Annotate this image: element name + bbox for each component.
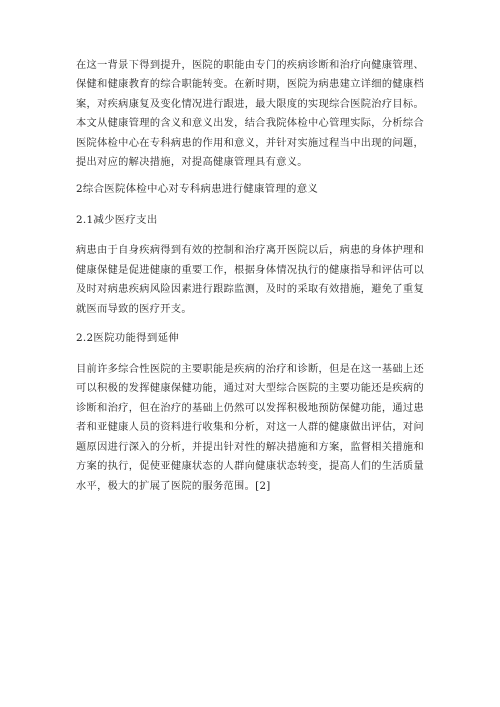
- subsection-heading: 2.1减少医疗支出: [76, 214, 158, 227]
- body-paragraph: 病患由于自身疾病得到有效的控制和治疗离开医院以后，病患的身体护理和健康保健是促进健康的重要工作，根据身体情况执行的健康指导和评估可以及时对病患疾病风险因素进行跟踪监测，及时的采取有效措施，避免了重复就医而导致的医疗开支。: [76, 245, 424, 315]
- subsection-heading: 2.2医院功能得到延伸: [76, 332, 179, 345]
- body-paragraph: 在这一背景下得到提升，医院的职能由专门的疾病诊断和治疗向健康管理、保健和健康教育的综合职能转变。在新时期，医院为病患建立详细的健康档案，对疾病康复及变化情况进行跟进，最大限度的实现综合医院治疗目标。本文从健康管理的含义和意义出发，结合我院体检中心管理实际，分析综合医院体检中心在专科病患的作用和意义，并针对实施过程当中出现的问题，提出对应的解决措施，对提高健康管理具有意义。: [76, 60, 424, 169]
- body-paragraph: 目前许多综合性医院的主要职能是疾病的治疗和诊断，但是在这一基础上还可以积极的发挥健康保健功能，通过对大型综合医院的主要功能还是疾病的诊断和治疗，但在治疗的基础上仍然可以发挥积极地预防保健功能，通过患者和亚健康人员的资料进行收集和分析，对这一人群的健康做出评估，对问题原因进行深入的分析，并提出针对性的解决措施和方案，监督相关措施和方案的执行，促使亚健康状态的人群向健康状态转变，提高人们的生活质量水平，极大的扩展了医院的服务范围。[2]: [76, 364, 424, 492]
- section-heading: 2综合医院体检中心对专科病患进行健康管理的意义: [76, 183, 319, 196]
- document-page: [76, 56, 424, 496]
